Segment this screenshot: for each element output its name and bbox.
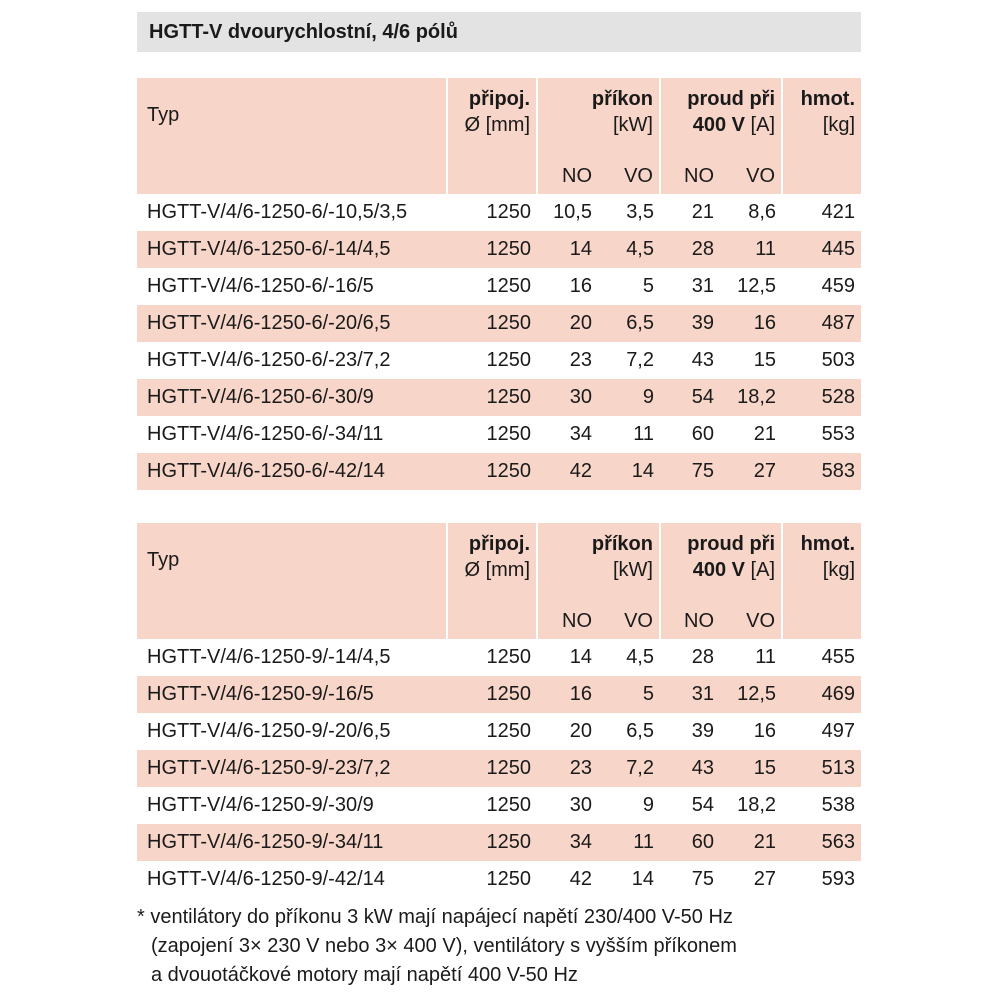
cell-prikon-no: 20: [537, 305, 598, 342]
cell-proud-no: 43: [660, 750, 720, 787]
cell-prikon-vo: 5: [642, 275, 654, 297]
cell-prikon-vo: 3,5: [626, 201, 654, 223]
cell-proud-no: 54: [660, 379, 720, 416]
cell-prikon-vo: 14: [598, 453, 660, 490]
cell-proud-vo: 15: [720, 750, 782, 787]
cell-prikon-no: 34: [537, 824, 598, 861]
cell-hmot: 469: [782, 676, 861, 713]
cell-prikon-vo: 9: [598, 379, 660, 416]
spec-table-9: [137, 523, 861, 898]
cell-prikon-no: 20: [569, 720, 592, 742]
cell-prikon-no: 34: [569, 423, 592, 445]
cell-pripoj: 1250: [486, 794, 531, 816]
cell-prikon-vo: 5: [598, 676, 660, 713]
cell-hmot: 528: [782, 379, 861, 416]
cell-pripoj: 1250: [447, 231, 537, 268]
sub-header-proud-no: NO: [660, 603, 720, 639]
cell-pripoj: 1250: [447, 379, 537, 416]
table-row: [137, 231, 861, 268]
cell-proud-no: 60: [660, 824, 720, 861]
cell-proud-no: 75: [691, 868, 714, 890]
page-title: HGTT-V dvourychlostní, 4/6 pólů: [137, 12, 861, 52]
cell-proud-vo: 15: [753, 349, 777, 371]
table-row: [137, 305, 861, 342]
cell-hmot: 455: [821, 646, 856, 668]
footnote-line: * ventilátory do příkonu 3 kW mají napájecí napětí 230/400 V-50 Hz: [137, 906, 733, 928]
cell-typ: HGTT-V/4/6-1250-9/-20/6,5: [147, 720, 391, 742]
cell-typ: HGTT-V/4/6-1250-9/-23/7,2: [137, 750, 447, 787]
cell-proud-vo: 16: [753, 720, 777, 742]
table-row: [137, 453, 861, 490]
cell-prikon-no: 30: [569, 794, 592, 816]
table-row: [137, 713, 861, 750]
cell-prikon-no: 23: [569, 349, 592, 371]
cell-typ: HGTT-V/4/6-1250-9/-34/11: [137, 824, 447, 861]
cell-proud-no: 31: [691, 275, 714, 297]
table-row: [137, 750, 861, 787]
cell-prikon-no: 10,5: [553, 201, 592, 223]
table-row: [137, 787, 861, 824]
cell-prikon-vo: 11: [633, 423, 654, 445]
cell-proud-no: 28: [691, 646, 714, 668]
cell-pripoj: 1250: [486, 201, 531, 223]
table-row: [137, 861, 861, 898]
cell-hmot: 497: [821, 720, 856, 742]
table-row: [137, 676, 861, 713]
cell-typ: HGTT-V/4/6-1250-9/-30/9: [147, 794, 374, 816]
cell-hmot: 487: [782, 305, 861, 342]
cell-proud-no: 39: [660, 305, 720, 342]
cell-proud-vo: 27: [753, 868, 777, 890]
cell-proud-no: 60: [691, 423, 714, 445]
cell-proud-vo: 12,5: [720, 676, 782, 713]
cell-proud-no: 28: [660, 231, 720, 268]
table-row: [137, 268, 861, 305]
cell-typ: HGTT-V/4/6-1250-6/-16/5: [147, 275, 374, 297]
cell-proud-no: 54: [691, 794, 714, 816]
table-body: [137, 639, 861, 898]
cell-hmot: 593: [821, 868, 856, 890]
cell-prikon-no: 14: [537, 231, 598, 268]
cell-pripoj: 1250: [447, 824, 537, 861]
sub-header-prikon-no: NO: [537, 158, 598, 194]
col-header-prikon: příkon [kW]: [537, 523, 660, 603]
col-header-hmot: hmot. [kg]: [782, 78, 861, 158]
cell-pripoj: 1250: [486, 646, 531, 668]
cell-prikon-no: 23: [537, 750, 598, 787]
cell-typ: HGTT-V/4/6-1250-6/-20/6,5: [137, 305, 447, 342]
sub-header-empty: [447, 158, 537, 194]
table-row: [137, 379, 861, 416]
cell-proud-vo: 12,5: [737, 275, 777, 297]
cell-pripoj: 1250: [447, 750, 537, 787]
cell-pripoj: 1250: [447, 453, 537, 490]
cell-typ: HGTT-V/4/6-1250-6/-10,5/3,5: [147, 201, 408, 223]
cell-prikon-no: 30: [537, 379, 598, 416]
col-header-proud: proud při 400 V [A]: [660, 78, 782, 158]
cell-hmot: 459: [821, 275, 856, 297]
cell-prikon-vo: 14: [631, 868, 654, 890]
cell-proud-no: 75: [660, 453, 720, 490]
cell-proud-vo: 11: [720, 231, 782, 268]
cell-hmot: 445: [782, 231, 861, 268]
table-row: [137, 342, 861, 379]
sub-header-proud-vo: VO: [720, 603, 782, 639]
col-header-pripoj: připoj. Ø [mm]: [447, 523, 537, 603]
cell-prikon-no: 42: [569, 868, 592, 890]
cell-typ: HGTT-V/4/6-1250-9/-16/5: [137, 676, 447, 713]
cell-pripoj: 1250: [486, 275, 531, 297]
cell-proud-vo: 27: [720, 453, 782, 490]
footnote: [137, 903, 877, 990]
cell-prikon-vo: 4,5: [598, 231, 660, 268]
cell-pripoj: 1250: [486, 349, 531, 371]
col-header-typ: Typ: [137, 523, 447, 639]
cell-typ: HGTT-V/4/6-1250-6/-34/11: [147, 423, 384, 445]
cell-typ: HGTT-V/4/6-1250-6/-23/7,2: [147, 349, 391, 371]
cell-proud-no: 43: [691, 349, 714, 371]
cell-proud-vo: 11: [755, 646, 777, 668]
table-row: [137, 194, 861, 231]
cell-hmot: 421: [821, 201, 856, 223]
cell-hmot: 538: [821, 794, 856, 816]
col-header-hmot: hmot. [kg]: [782, 523, 861, 603]
table-row: [137, 824, 861, 861]
sub-header-proud-no: NO: [660, 158, 720, 194]
cell-typ: HGTT-V/4/6-1250-9/-42/14: [147, 868, 385, 890]
footnote-line: (zapojení 3× 230 V nebo 3× 400 V), ventilátory s vyšším příkonem: [151, 935, 737, 957]
cell-proud-no: 21: [691, 201, 714, 223]
cell-proud-no: 39: [691, 720, 714, 742]
cell-proud-vo: 21: [720, 824, 782, 861]
spec-table-6: [137, 78, 861, 490]
table-body: [137, 194, 861, 490]
sub-header-empty: [447, 603, 537, 639]
cell-prikon-vo: 6,5: [598, 305, 660, 342]
cell-prikon-vo: 4,5: [626, 646, 654, 668]
cell-typ: HGTT-V/4/6-1250-6/-42/14: [137, 453, 447, 490]
cell-proud-vo: 8,6: [748, 201, 777, 223]
cell-hmot: 583: [782, 453, 861, 490]
cell-typ: HGTT-V/4/6-1250-6/-30/9: [137, 379, 447, 416]
cell-prikon-vo: 11: [598, 824, 660, 861]
table-row: [137, 416, 861, 453]
cell-prikon-no: 42: [537, 453, 598, 490]
cell-typ: HGTT-V/4/6-1250-9/-14/4,5: [147, 646, 391, 668]
sub-header-prikon-vo: VO: [598, 158, 660, 194]
sub-header-hmot-empty: [782, 158, 861, 194]
cell-prikon-vo: 6,5: [626, 720, 654, 742]
cell-hmot: 553: [821, 423, 856, 445]
cell-proud-vo: 18,2: [737, 794, 777, 816]
cell-hmot: 563: [782, 824, 861, 861]
cell-pripoj: 1250: [486, 720, 531, 742]
cell-proud-vo: 21: [753, 423, 777, 445]
cell-prikon-vo: 7,2: [598, 750, 660, 787]
cell-proud-vo: 16: [720, 305, 782, 342]
col-header-proud: proud při 400 V [A]: [660, 523, 782, 603]
cell-proud-vo: 18,2: [720, 379, 782, 416]
col-header-pripoj: připoj. Ø [mm]: [447, 78, 537, 158]
cell-prikon-vo: 9: [642, 794, 654, 816]
cell-prikon-no: 16: [537, 676, 598, 713]
cell-hmot: 513: [782, 750, 861, 787]
footnote-line: a dvouotáčkové motory mají napětí 400 V-50 Hz: [151, 964, 578, 986]
cell-prikon-vo: 7,2: [626, 349, 654, 371]
sub-header-prikon-vo: VO: [598, 603, 660, 639]
cell-prikon-no: 16: [569, 275, 592, 297]
cell-prikon-no: 14: [569, 646, 592, 668]
cell-pripoj: 1250: [486, 423, 531, 445]
cell-pripoj: 1250: [447, 676, 537, 713]
col-header-typ: Typ: [137, 78, 447, 194]
cell-typ: HGTT-V/4/6-1250-6/-14/4,5: [137, 231, 447, 268]
table-row: [137, 639, 861, 676]
cell-pripoj: 1250: [486, 868, 531, 890]
sub-header-prikon-no: NO: [537, 603, 598, 639]
col-header-prikon: příkon [kW]: [537, 78, 660, 158]
sub-header-hmot-empty: [782, 603, 861, 639]
cell-hmot: 503: [821, 349, 856, 371]
cell-pripoj: 1250: [447, 305, 537, 342]
cell-proud-no: 31: [660, 676, 720, 713]
sub-header-proud-vo: VO: [720, 158, 782, 194]
